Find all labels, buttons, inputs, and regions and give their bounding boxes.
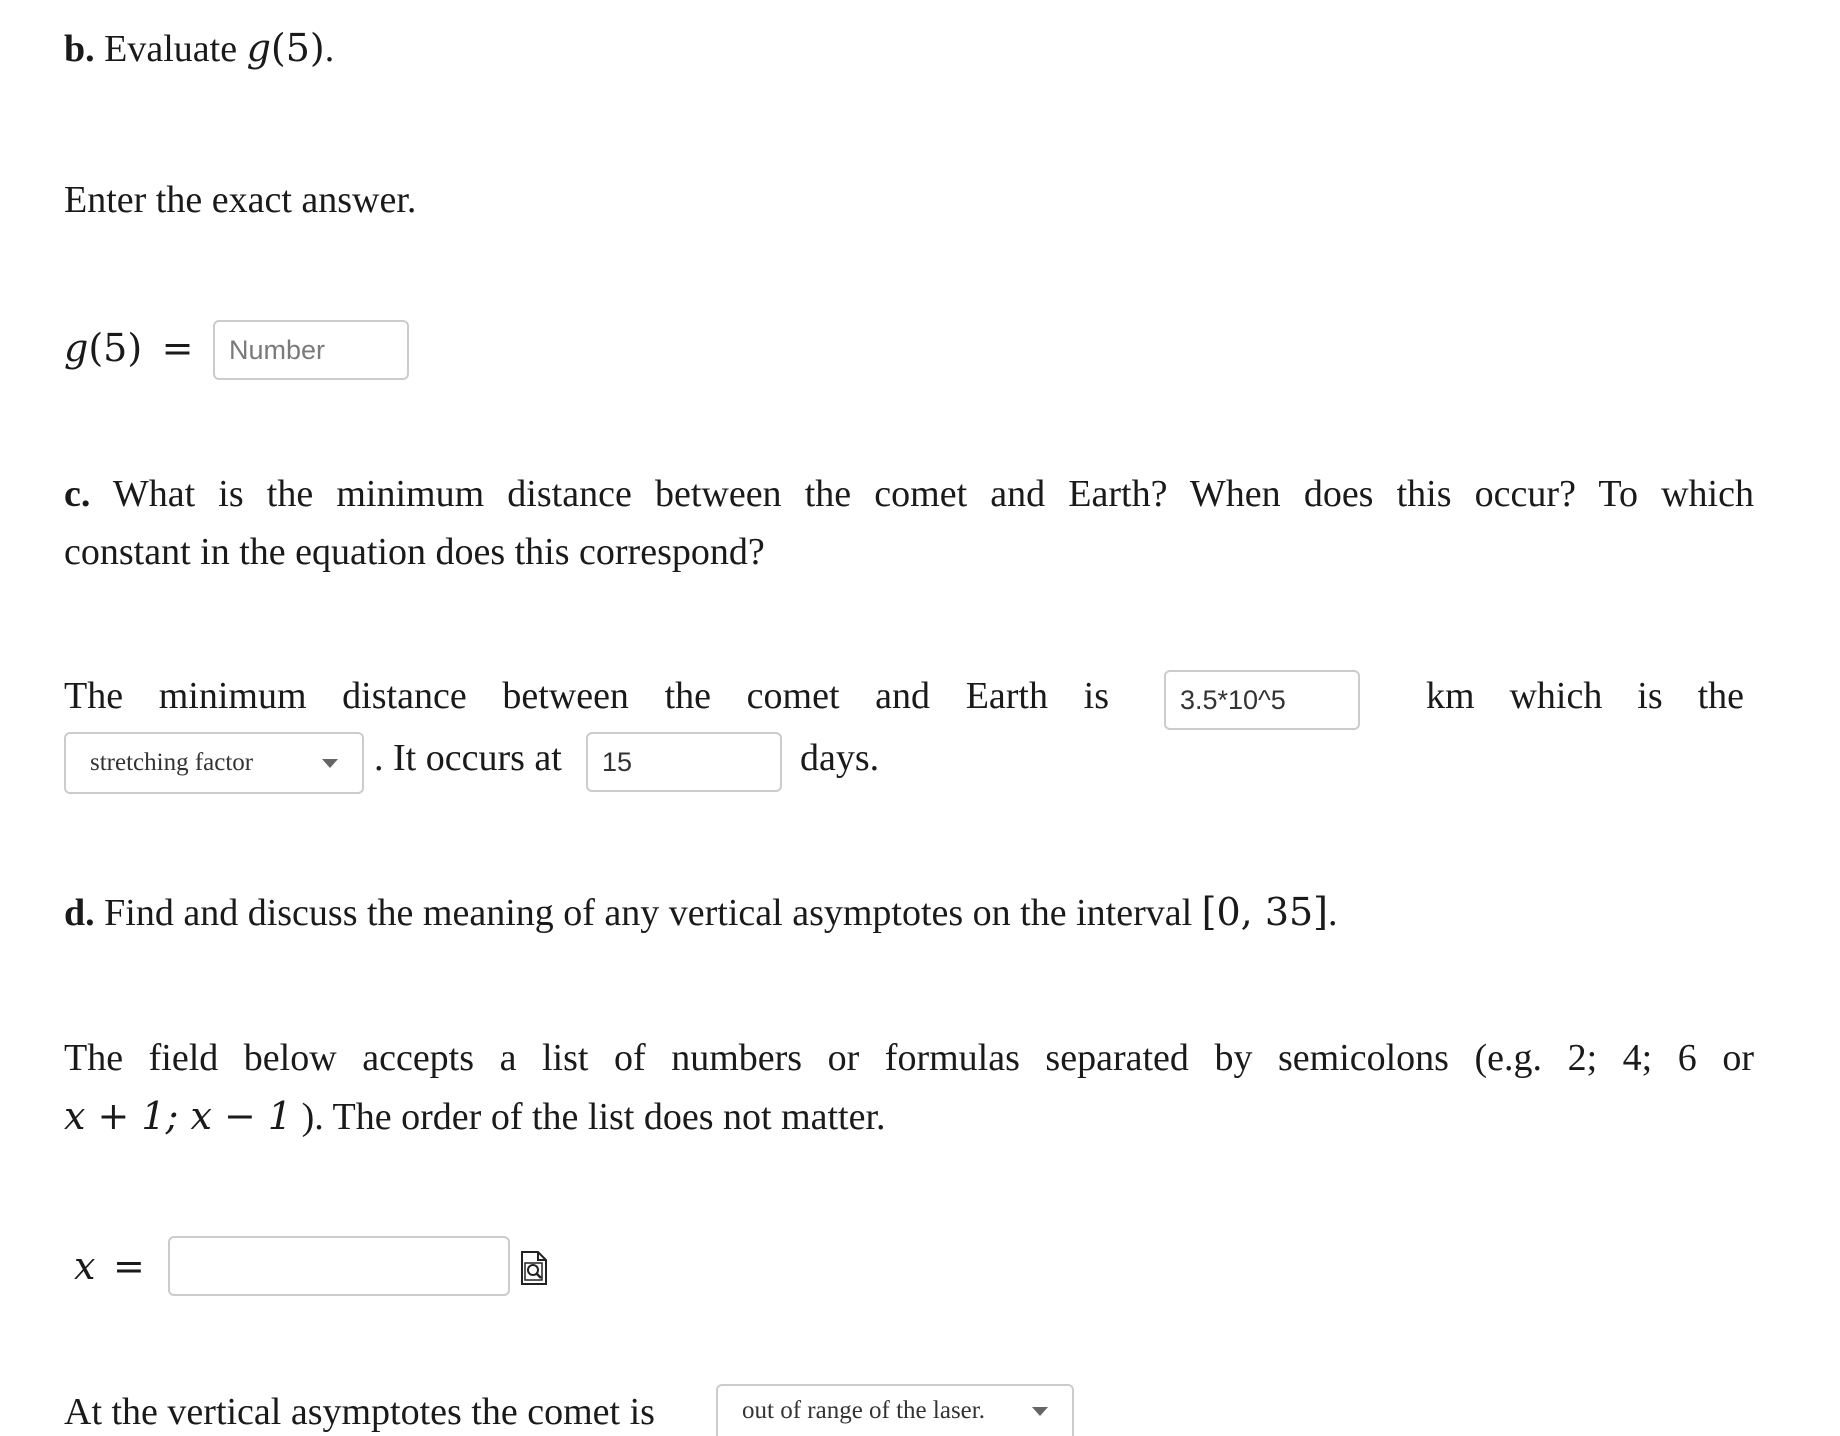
- asymptote-list-input[interactable]: [168, 1236, 510, 1296]
- part-b-instruction: Enter the exact answer.: [64, 179, 417, 221]
- days-text: days.: [800, 737, 880, 779]
- days-input[interactable]: [586, 732, 782, 792]
- constant-select[interactable]: [64, 732, 364, 794]
- equals-sign: =: [161, 326, 194, 370]
- g5-answer-placeholder: Number: [229, 334, 326, 365]
- part-b-heading: [64, 24, 334, 73]
- days-value: 15: [602, 746, 633, 777]
- part-d-question: [64, 888, 1338, 937]
- asymptote-meaning-value: out of range of the laser.: [742, 1397, 985, 1424]
- part-b-argument: (5): [270, 26, 325, 70]
- part-d-question-text: Find and discuss the meaning of any vertical asymptotes on the interval: [104, 892, 1193, 934]
- part-c-question-line2: constant in the equation does this correspond?: [64, 531, 765, 573]
- list-example-formula: x + 1; x − 1: [64, 1094, 293, 1138]
- x-variable: x: [74, 1244, 96, 1288]
- g5-answer-input[interactable]: [213, 320, 409, 380]
- preview-icon-graphic: [520, 1250, 548, 1286]
- min-distance-sentence-end: km which is the: [1426, 675, 1744, 717]
- part-b-period: .: [324, 28, 335, 70]
- part-b-answer-label: [64, 324, 194, 373]
- chevron-down-icon: [322, 759, 338, 768]
- min-distance-value: 3.5*10^5: [1180, 684, 1286, 715]
- part-b-label: b.: [64, 28, 95, 70]
- part-d-label: d.: [64, 892, 95, 934]
- part-d-period: .: [1328, 892, 1338, 934]
- asymptote-meaning-select[interactable]: [716, 1384, 1074, 1436]
- constant-select-value: stretching factor: [90, 749, 254, 776]
- chevron-down-icon: [1032, 1407, 1048, 1416]
- part-b-function: g: [246, 26, 271, 70]
- x-equals-sign: =: [112, 1244, 145, 1288]
- min-distance-input[interactable]: [1164, 670, 1360, 730]
- list-instruction-tail: ). The order of the list does not matter.: [301, 1096, 886, 1138]
- interval-expression: [0, 35]: [1201, 890, 1329, 934]
- list-instruction-line2: [64, 1092, 886, 1141]
- asymptote-sentence: At the vertical asymptotes the comet is: [64, 1391, 655, 1433]
- preview-document-icon[interactable]: [520, 1250, 548, 1286]
- occurs-at-text: . It occurs at: [374, 737, 562, 779]
- part-c-question-line1: [64, 470, 1754, 518]
- answer-argument: (5): [88, 326, 143, 370]
- min-distance-sentence-start: The minimum distance between the comet and Earth is: [64, 675, 1109, 717]
- x-answer-label: [74, 1242, 145, 1291]
- part-b-prompt: Evaluate: [104, 28, 238, 70]
- part-c-label: c.: [64, 473, 91, 515]
- answer-function: g: [64, 326, 89, 370]
- list-instruction-line1: The field below accepts a list of numbers or formulas separated by semicolons (e.g. 2; 4; 6 or: [64, 1037, 1754, 1079]
- part-c-question-text: What is the minimum distance between the comet and Earth? When does this occur? To which: [112, 473, 1754, 515]
